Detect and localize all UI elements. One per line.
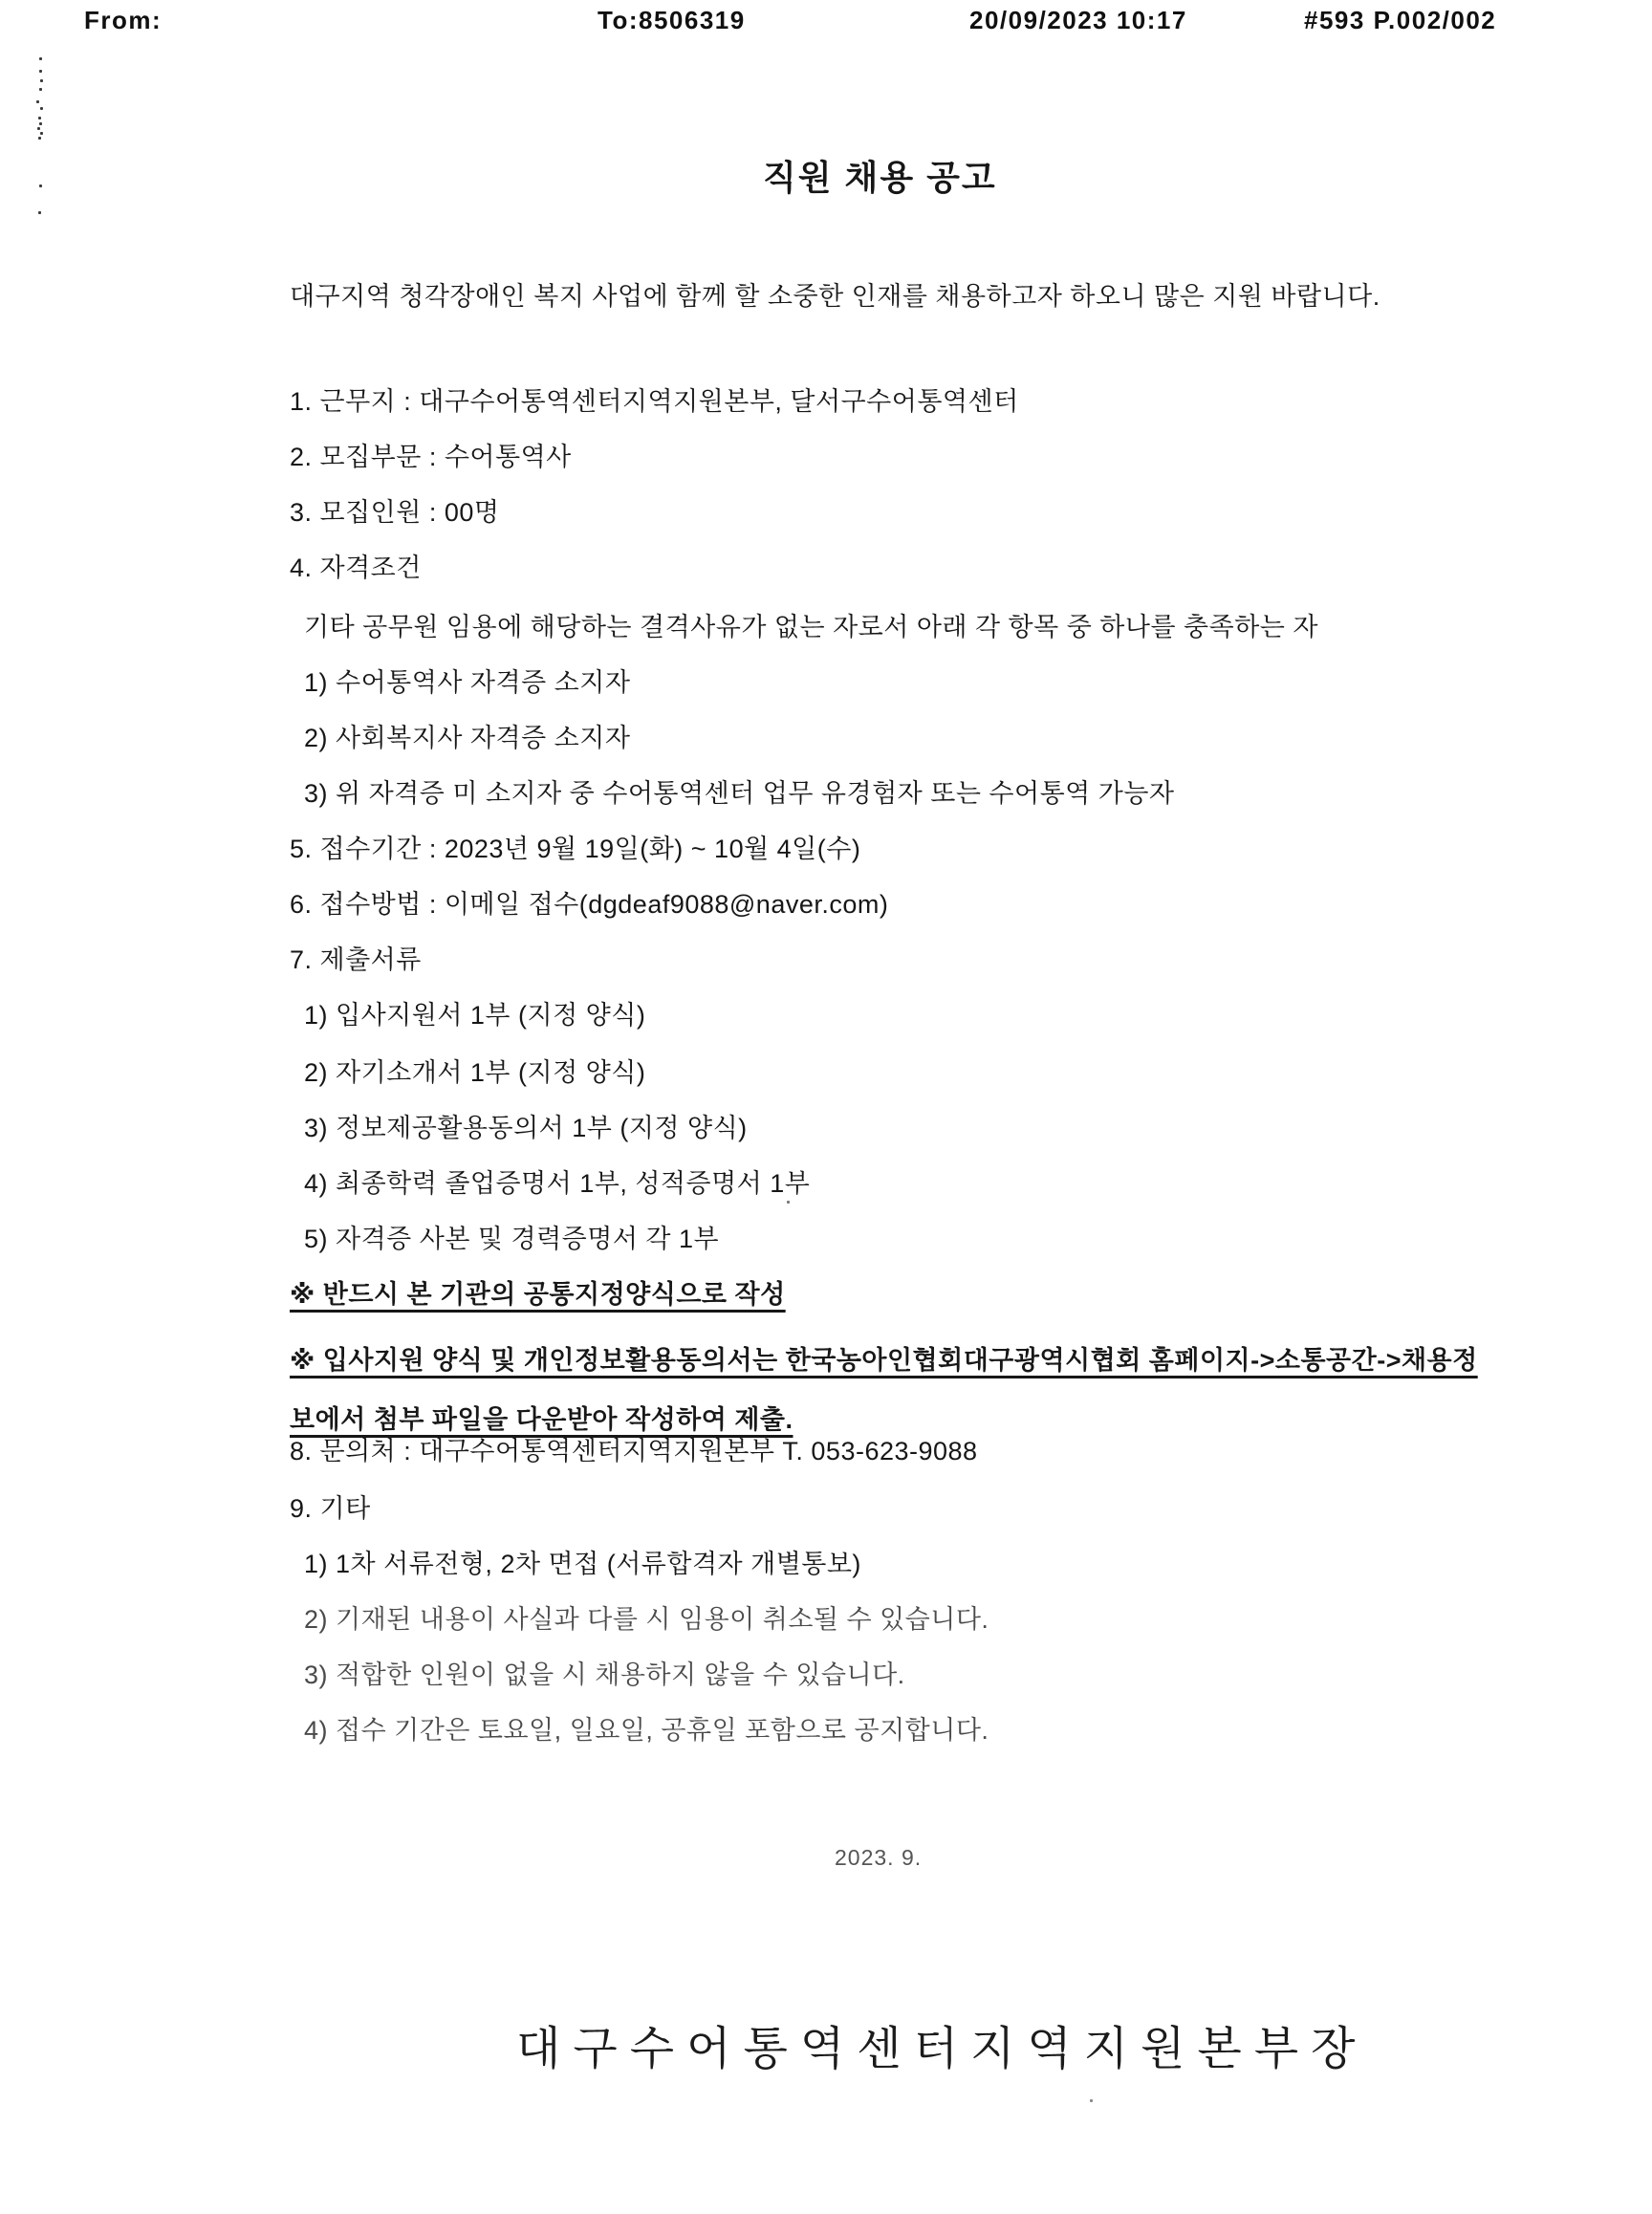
line-qualifications-heading: 4. 자격조건 xyxy=(290,554,422,582)
noise-dot xyxy=(787,1201,790,1204)
line-document-5: 5) 자격증 사본 및 경력증명서 각 1부 xyxy=(304,1225,720,1253)
line-document-3: 3) 정보제공활용동의서 1부 (지정 양식) xyxy=(304,1114,748,1142)
line-qualifications-note: 기타 공무원 임용에 해당하는 결격사유가 없는 자로서 아래 각 항목 중 하나를 충족하는 자 xyxy=(304,613,1318,641)
line-document-2: 2) 자기소개서 1부 (지정 양식) xyxy=(304,1058,646,1087)
noise-dot xyxy=(37,127,40,130)
line-etc-2: 2) 기재된 내용이 사실과 다를 시 임용이 취소될 수 있습니다. xyxy=(304,1605,989,1634)
noise-dot xyxy=(39,88,42,91)
date-line: 2023. 9. xyxy=(835,1845,923,1870)
noise-dot xyxy=(1090,2099,1093,2102)
noise-dot xyxy=(38,211,41,214)
signature-title: 대구수어통역센터지역지원본부장 xyxy=(516,2024,1368,2074)
noise-dot xyxy=(38,137,41,140)
noise-dot xyxy=(40,79,43,82)
line-document-4: 4) 최종학력 졸업증명서 1부, 성적증명서 1부 xyxy=(304,1169,811,1198)
line-contact: 8. 문의처 : 대구수어통역센터지역지원본부 T. 053-623-9088 xyxy=(290,1437,978,1465)
line-recruit-field: 2. 모집부문 : 수어통역사 xyxy=(290,443,572,471)
fax-datetime: 20/09/2023 10:17 xyxy=(969,6,1187,34)
line-application-method: 6. 접수방법 : 이메일 접수(dgdeaf9088@naver.com) xyxy=(290,890,889,919)
noise-dot xyxy=(38,117,41,119)
noise-dot xyxy=(40,107,43,110)
fax-from-label: From: xyxy=(84,6,163,34)
line-recruit-count: 3. 모집인원 : 00명 xyxy=(290,498,500,527)
line-etc-heading: 9. 기타 xyxy=(290,1494,371,1523)
noise-dot xyxy=(39,184,42,187)
fax-page-counter: #593 P.002/002 xyxy=(1304,6,1497,34)
page-title: 직원 채용 공고 xyxy=(763,158,997,197)
line-documents-heading: 7. 제출서류 xyxy=(290,945,422,974)
noise-dot xyxy=(39,57,42,60)
noise-dot xyxy=(39,70,42,73)
line-qualification-2: 2) 사회복지사 자격증 소지자 xyxy=(304,724,631,752)
line-qualification-3: 3) 위 자격증 미 소지자 중 수어통역센터 업무 유경험자 또는 수어통역 가능자 xyxy=(304,779,1175,808)
line-etc-3: 3) 적합한 인원이 없을 시 채용하지 않을 수 있습니다. xyxy=(304,1660,905,1689)
note-required-form: ※ 반드시 본 기관의 공통지정양식으로 작성 xyxy=(290,1280,786,1309)
note-download-form: ※ 입사지원 양식 및 개인정보활용동의서는 한국농아인협회대구광역시협회 홈페이지->소통공간->채용정보에서 첨부 파일을 다운받아 작성하여 제출. xyxy=(290,1346,1478,1434)
line-etc-1: 1) 1차 서류전형, 2차 면접 (서류합격자 개별통보) xyxy=(304,1550,861,1578)
line-etc-4: 4) 접수 기간은 토요일, 일요일, 공휴일 포함으로 공지합니다. xyxy=(304,1716,989,1745)
noise-dot xyxy=(40,132,43,135)
fax-to-number: To:8506319 xyxy=(598,6,746,34)
line-document-1: 1) 입사지원서 1부 (지정 양식) xyxy=(304,1001,646,1030)
noise-dot xyxy=(39,122,42,125)
line-worksite: 1. 근무지 : 대구수어통역센터지역지원본부, 달서구수어통역센터 xyxy=(290,387,1019,416)
line-qualification-1: 1) 수어통역사 자격증 소지자 xyxy=(304,668,631,697)
line-application-period: 5. 접수기간 : 2023년 9월 19일(화) ~ 10월 4일(수) xyxy=(290,835,861,863)
intro-paragraph: 대구지역 청각장애인 복지 사업에 함께 할 소중한 인재를 채용하고자 하오니 많은 지원 바랍니다. xyxy=(290,282,1380,311)
noise-dot xyxy=(36,100,39,103)
